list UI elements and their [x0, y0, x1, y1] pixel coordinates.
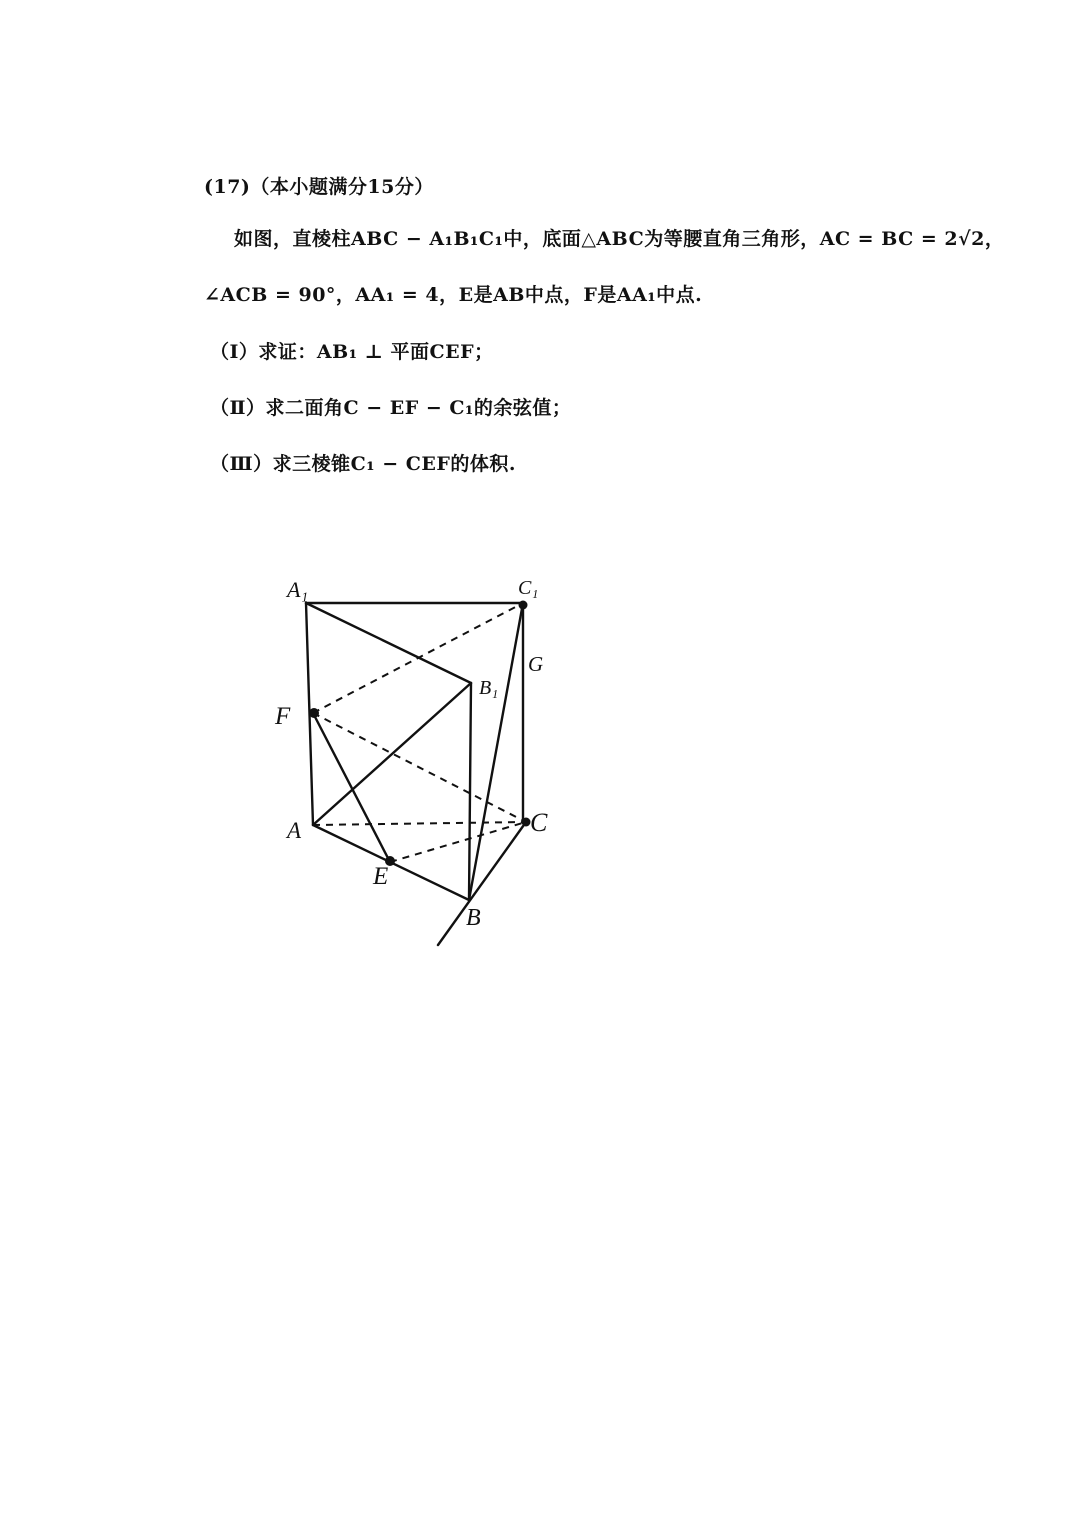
hidden-e-c: [390, 822, 526, 862]
problem-part-2: （Ⅱ）求二面角C − EF − C₁的余弦值；: [210, 397, 572, 419]
label-f: F: [275, 703, 291, 730]
edge-b-c-extended: [438, 822, 526, 945]
edge-b1-b: [469, 683, 471, 900]
label-c: C: [530, 808, 548, 837]
problem-part-3: （Ⅲ）求三棱锥C₁ − CEF的体积.: [210, 453, 516, 475]
segment-a-b1: [313, 683, 471, 825]
problem-number: (17)（本小题满分15分）: [204, 176, 434, 198]
edge-a1-b1: [306, 603, 471, 683]
label-g: G: [528, 652, 544, 676]
segment-f-e: [313, 713, 390, 862]
point-c1: [519, 601, 528, 610]
problem-stem-line-2: ∠ACB = 90°，AA₁ = 4，E是AB中点，F是AA₁中点.: [204, 284, 703, 306]
hidden-a-c: [313, 822, 526, 825]
label-a: A: [287, 818, 302, 843]
label-c1: C₁: [518, 577, 539, 599]
problem-stem-line-1: 如图，直棱柱ABC − A₁B₁C₁中，底面△ABC为等腰直角三角形，AC = BC = 2√2，: [234, 228, 1005, 250]
segment-b-c1: [469, 603, 523, 900]
point-f: [309, 708, 319, 718]
label-a1: A₁: [287, 577, 309, 602]
label-b: B: [466, 905, 481, 931]
label-b1: B₁: [479, 677, 499, 699]
problem-part-1: （Ⅰ）求证：AB₁ ⊥ 平面CEF；: [210, 341, 494, 363]
label-e: E: [373, 863, 389, 890]
